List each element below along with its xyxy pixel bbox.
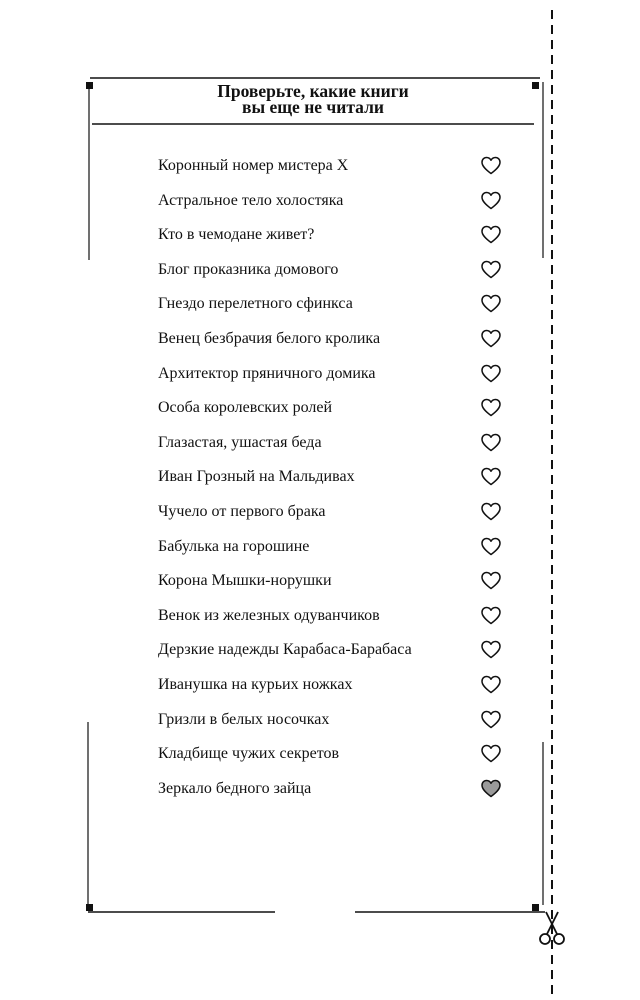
list-item <box>158 258 502 284</box>
list-item <box>158 569 502 595</box>
book-title: Астральное тело холостяка <box>158 191 344 209</box>
heart-icon[interactable] <box>480 223 502 245</box>
book-title: Бабулька на горошине <box>158 537 310 555</box>
book-title: Венец безбрачия белого кролика <box>158 330 381 347</box>
heart-icon[interactable] <box>480 742 502 764</box>
book-title: Дерзкие надежды Карабаса-Барабаса <box>158 641 412 659</box>
heart-icon[interactable] <box>480 431 502 453</box>
list-item <box>158 327 502 353</box>
book-title: Кладбище чужих секретов <box>158 745 340 763</box>
book-title: Венок из железных одуванчиков <box>158 606 380 624</box>
book-title: Блог проказника домового <box>158 260 339 278</box>
heart-icon[interactable] <box>480 535 502 557</box>
heart-icon[interactable] <box>480 189 502 211</box>
list-item <box>158 777 502 803</box>
list-item <box>158 673 502 699</box>
heart-icon[interactable] <box>480 604 502 626</box>
list-item <box>158 396 502 422</box>
heart-icon[interactable] <box>480 292 502 314</box>
list-item <box>158 604 502 630</box>
list-item <box>158 189 502 215</box>
heart-icon[interactable] <box>480 638 502 660</box>
book-title: Иванушка на курьих ножках <box>158 676 353 693</box>
heart-icon[interactable] <box>480 708 502 730</box>
book-title: Гнездо перелетного сфинкса <box>158 295 353 313</box>
book-title: Кто в чемодане живет? <box>158 226 315 244</box>
list-item <box>158 465 502 491</box>
book-title: Иван Грозный на Мальдивах <box>158 468 355 486</box>
heart-icon[interactable] <box>480 500 502 522</box>
heart-icon[interactable] <box>480 396 502 418</box>
heart-icon[interactable] <box>480 258 502 280</box>
list-item <box>158 154 502 180</box>
list-item <box>158 292 502 318</box>
title-line-1: Проверьте, какие книги <box>217 81 409 101</box>
list-item <box>158 638 502 664</box>
heart-icon[interactable] <box>480 327 502 349</box>
heart-icon[interactable] <box>480 569 502 591</box>
book-title: Глазастая, ушастая беда <box>158 433 322 451</box>
book-title: Архитектор пряничного домика <box>158 364 376 382</box>
list-item <box>158 708 502 734</box>
book-title: Корона Мышки-норушки <box>158 572 332 590</box>
book-title: Чучело от первого брака <box>158 503 326 520</box>
heart-icon[interactable] <box>480 777 502 799</box>
list-item <box>158 431 502 457</box>
heart-icon[interactable] <box>480 362 502 384</box>
book-title: Зеркало бедного зайца <box>158 779 312 797</box>
book-title: Коронный номер мистера Х <box>158 157 349 174</box>
title-line-2: вы еще не читали <box>242 97 384 117</box>
heart-icon[interactable] <box>480 465 502 487</box>
list-item <box>158 223 502 249</box>
book-title: Гризли в белых носочках <box>158 710 330 728</box>
book-title: Особа королевских ролей <box>158 399 333 417</box>
list-item <box>158 742 502 768</box>
list-item <box>158 500 502 526</box>
heart-icon[interactable] <box>480 673 502 695</box>
list-item <box>158 535 502 561</box>
list-item <box>158 362 502 388</box>
heart-icon[interactable] <box>480 154 502 176</box>
